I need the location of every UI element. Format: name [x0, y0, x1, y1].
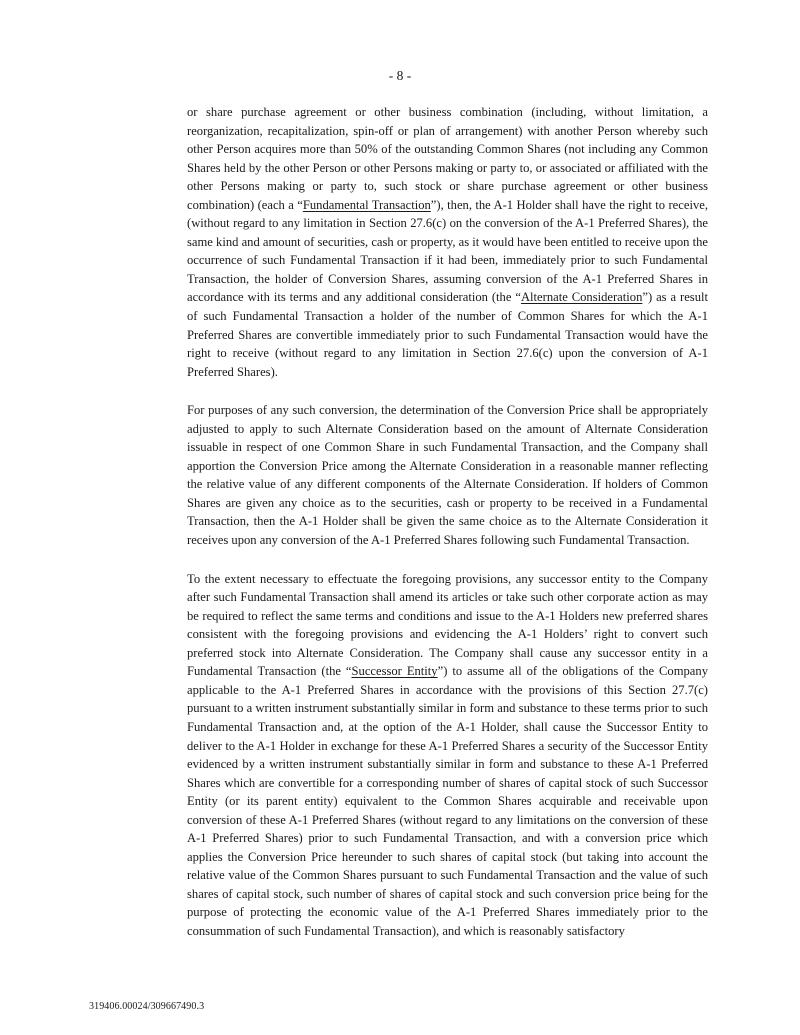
text-run: To the extent necessary to effectuate the foregoing provisions, any successor entity to the Company after such Fundamental Transaction shall amend its articles or take such other corporate action as may be required to reflect the same terms and conditions and issue to the A-1 Holders new preferred shares consistent with the foregoing provisions and evidencing the A-1 Holders’ right to convert such preferred stock into Alternate Consideration. The Company shall cause any successor entity in a Fundamental Transaction (the “	[187, 571, 708, 679]
page-number: - 8 -	[388, 68, 412, 83]
paragraph-successor-entity	[187, 570, 708, 941]
document-footer-id: 319406.00024/309667490.3	[89, 1001, 205, 1012]
defined-term-successor-entity: Successor Entity	[351, 664, 438, 679]
defined-term-fundamental-transaction: Fundamental Transaction	[302, 197, 431, 212]
text-run: ”), then, the A-1 Holder shall have the right to receive, (without regard to any limitation in Section 27.6(c) on the conversion of the A-1 Preferred Shares), the same kind and amount of securities, cash or property, as it would have been entitled to receive upon the occurrence of such Fundamental Transaction if it had been, immediately prior to such Fundamental Transaction, the holder of Conversion Shares, assuming conversion of the A-1 Preferred Shares in accordance with its terms and any additional consideration (the “	[187, 197, 708, 305]
text-run: For purposes of any such conversion, the determination of the Conversion Price shall be appropriately adjusted to apply to such Alternate Consideration based on the amount of Alternate Consideration issuable in respect of one Common Share in such Fundamental Transaction, and the Company shall apportion the Conversion Price among the Alternate Consideration in a reasonable manner reflecting the relative value of any different components of the Alternate Consideration. If holders of Common Shares are given any choice as to the securities, cash or property to be received in a Fundamental Transaction, then the A-1 Holder shall be given the same choice as to the Alternate Consideration it receives upon any conversion of the A-1 Preferred Shares following such Fundamental Transaction.	[187, 403, 708, 548]
paragraph-fundamental-transaction	[187, 103, 708, 381]
text-run: ”) to assume all of the obligations of the Company applicable to the A-1 Preferred Shares in accordance with the provisions of this Section 27.7(c) pursuant to a written instrument substantially similar in form and substance to these terms prior to such Fundamental Transaction and, at the option of the A-1 Holder, shall cause the Successor Entity to deliver to the A-1 Holder in exchange for these A-1 Preferred Shares a security of the Successor Entity evidenced by a written instrument substantially similar in form and substance to these A-1 Preferred Shares which are convertible for a corresponding number of shares of capital stock of such Successor Entity (or its parent entity) equivalent to the Common Shares acquirable and receivable upon conversion of these A-1 Preferred Shares (without regard to any limitations on the conversion of these A-1 Preferred Shares) prior to such Fundamental Transaction, and with a conversion price which applies the Conversion Price hereunder to such shares of capital stock (but taking into account the relative value of the Common Shares pursuant to such Fundamental Transaction and the value of such shares of capital stock, such number of shares of capital stock and such conversion price being for the purpose of protecting the economic value of the A-1 Preferred Shares immediately prior to the consummation of such Fundamental Transaction), and which is reasonably satisfactory	[187, 664, 708, 938]
paragraph-conversion-price	[187, 401, 708, 549]
text-run: ”) as a result of such Fundamental Transaction a holder of the number of Common Shares for which the A-1 Preferred Shares are convertible immediately prior to such Fundamental Transaction would have the right to receive (without regard to any limitation in Section 27.6(c) upon the conversion of A-1 Preferred Shares).	[187, 290, 708, 379]
defined-term-alternate-consideration: Alternate Consideration	[520, 290, 643, 305]
document-body	[187, 103, 708, 941]
text-run: or share purchase agreement or other business combination (including, without limitation, a reorganization, recapitalization, spin-off or plan of arrangement) with another Person whereby such other Person acquires more than 50% of the outstanding Common Shares (not including any Common Shares held by the other Person or other Persons making or party to, or associated or affiliated with the other Persons making or party to, such stock or share purchase agreement or other business combination) (each a “	[187, 105, 708, 212]
